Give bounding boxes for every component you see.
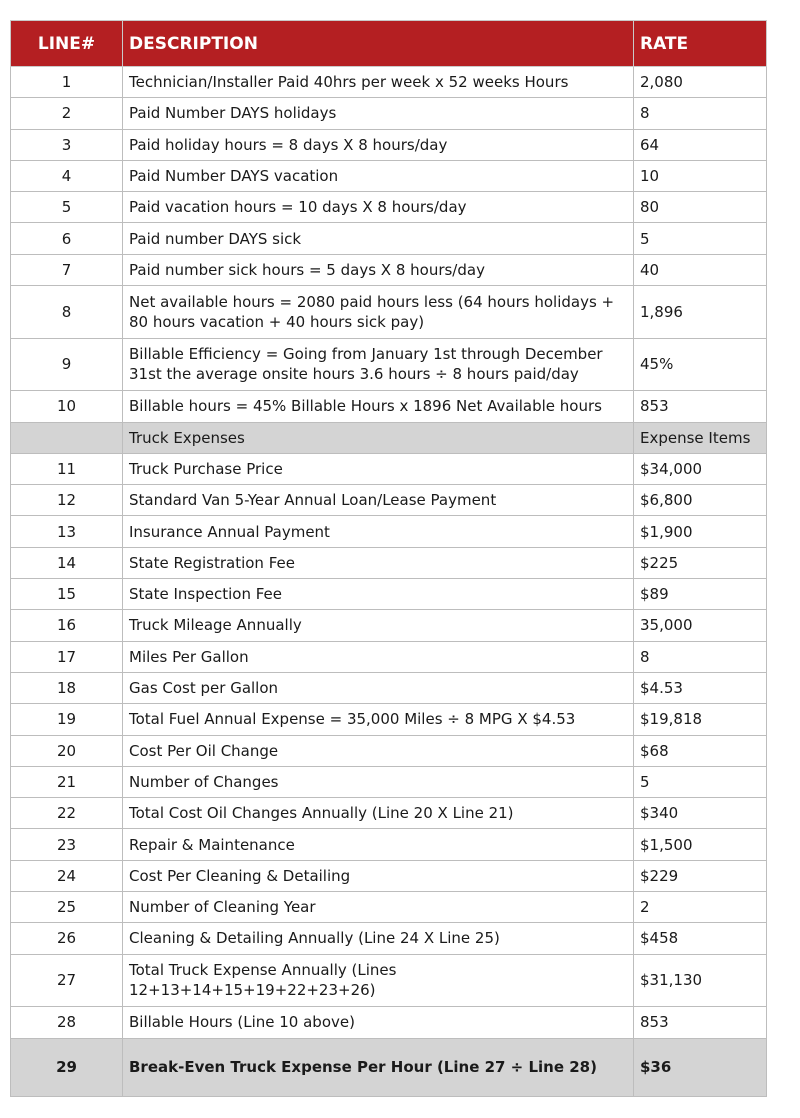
header-description: DESCRIPTION	[123, 21, 634, 67]
line-number: 3	[11, 129, 123, 160]
line-number: 5	[11, 192, 123, 223]
rate: 5	[634, 766, 767, 797]
section-rate-label: Expense Items	[634, 422, 767, 453]
line-number: 26	[11, 923, 123, 954]
description: Repair & Maintenance	[123, 829, 634, 860]
line-number: 16	[11, 610, 123, 641]
description: Paid number DAYS sick	[123, 223, 634, 254]
section-header-row	[11, 422, 767, 453]
rate: 1,896	[634, 286, 767, 339]
table-row	[11, 223, 767, 254]
description: Number of Changes	[123, 766, 634, 797]
rate: $229	[634, 860, 767, 891]
table-row	[11, 192, 767, 223]
header-rate: RATE	[634, 21, 767, 67]
description: Paid vacation hours = 10 days X 8 hours/day	[123, 192, 634, 223]
rate: 64	[634, 129, 767, 160]
table-row	[11, 67, 767, 98]
table-row	[11, 98, 767, 129]
line-number: 10	[11, 391, 123, 422]
line-number: 12	[11, 485, 123, 516]
rate: $340	[634, 798, 767, 829]
rate: $31,130	[634, 954, 767, 1007]
description: Billable hours = 45% Billable Hours x 1896 Net Available hours	[123, 391, 634, 422]
line-number: 17	[11, 641, 123, 672]
table-row	[11, 1007, 767, 1038]
description: State Registration Fee	[123, 547, 634, 578]
rate: $225	[634, 547, 767, 578]
line-number: 22	[11, 798, 123, 829]
rate: $1,900	[634, 516, 767, 547]
total-row	[11, 1038, 767, 1096]
line-number: 28	[11, 1007, 123, 1038]
description: Cost Per Oil Change	[123, 735, 634, 766]
rate: 45%	[634, 338, 767, 391]
description: Cost Per Cleaning & Detailing	[123, 860, 634, 891]
rate: $4.53	[634, 672, 767, 703]
rate: 40	[634, 254, 767, 285]
description: Gas Cost per Gallon	[123, 672, 634, 703]
line-number: 18	[11, 672, 123, 703]
table-row	[11, 579, 767, 610]
description: Truck Mileage Annually	[123, 610, 634, 641]
rate: 35,000	[634, 610, 767, 641]
table-row	[11, 610, 767, 641]
table-row	[11, 547, 767, 578]
line-number: 1	[11, 67, 123, 98]
table-row	[11, 829, 767, 860]
line-number: 23	[11, 829, 123, 860]
description: Paid Number DAYS holidays	[123, 98, 634, 129]
line-number: 24	[11, 860, 123, 891]
line-number: 25	[11, 892, 123, 923]
table-row	[11, 453, 767, 484]
line-number: 9	[11, 338, 123, 391]
rate: 8	[634, 641, 767, 672]
truck-expense-table	[10, 20, 767, 1097]
rate: $458	[634, 923, 767, 954]
table-row	[11, 254, 767, 285]
rate: 5	[634, 223, 767, 254]
rate: $6,800	[634, 485, 767, 516]
rate: 853	[634, 1007, 767, 1038]
line-number: 7	[11, 254, 123, 285]
description: Net available hours = 2080 paid hours less (64 hours holidays + 80 hours vacation + 40 hours sick pay)	[123, 286, 634, 339]
description: Total Fuel Annual Expense = 35,000 Miles ÷ 8 MPG X $4.53	[123, 704, 634, 735]
section-line	[11, 422, 123, 453]
header-line: LINE#	[11, 21, 123, 67]
description: Total Truck Expense Annually (Lines 12+13+14+15+19+22+23+26)	[123, 954, 634, 1007]
description: Miles Per Gallon	[123, 641, 634, 672]
line-number: 13	[11, 516, 123, 547]
table-row	[11, 338, 767, 391]
table-row	[11, 160, 767, 191]
description: Standard Van 5-Year Annual Loan/Lease Payment	[123, 485, 634, 516]
rate: $89	[634, 579, 767, 610]
table-row	[11, 766, 767, 797]
line-number: 21	[11, 766, 123, 797]
line-number: 27	[11, 954, 123, 1007]
description: Technician/Installer Paid 40hrs per week x 52 weeks Hours	[123, 67, 634, 98]
description: Paid number sick hours = 5 days X 8 hours/day	[123, 254, 634, 285]
rate: $68	[634, 735, 767, 766]
description: Number of Cleaning Year	[123, 892, 634, 923]
rate: 8	[634, 98, 767, 129]
description: Billable Efficiency = Going from January 1st through December 31st the average onsite hours 3.6 hours ÷ 8 hours paid/day	[123, 338, 634, 391]
table-row	[11, 672, 767, 703]
table-row	[11, 129, 767, 160]
total-description: Break-Even Truck Expense Per Hour (Line 27 ÷ Line 28)	[123, 1038, 634, 1096]
table-row	[11, 860, 767, 891]
line-number: 15	[11, 579, 123, 610]
description: Insurance Annual Payment	[123, 516, 634, 547]
line-number: 11	[11, 453, 123, 484]
line-number: 2	[11, 98, 123, 129]
line-number: 14	[11, 547, 123, 578]
table-row	[11, 923, 767, 954]
description: Paid Number DAYS vacation	[123, 160, 634, 191]
rate: 2,080	[634, 67, 767, 98]
total-line-number: 29	[11, 1038, 123, 1096]
table-row	[11, 735, 767, 766]
rate: $1,500	[634, 829, 767, 860]
table-row	[11, 286, 767, 339]
rate: $19,818	[634, 704, 767, 735]
rate: 80	[634, 192, 767, 223]
line-number: 8	[11, 286, 123, 339]
table-row	[11, 516, 767, 547]
table-row	[11, 892, 767, 923]
description: Truck Purchase Price	[123, 453, 634, 484]
total-rate: $36	[634, 1038, 767, 1096]
table-row	[11, 641, 767, 672]
section-title: Truck Expenses	[123, 422, 634, 453]
table-row	[11, 798, 767, 829]
table-row	[11, 704, 767, 735]
rate: $34,000	[634, 453, 767, 484]
table-row	[11, 391, 767, 422]
table-header-row	[11, 21, 767, 67]
description: Cleaning & Detailing Annually (Line 24 X Line 25)	[123, 923, 634, 954]
description: Paid holiday hours = 8 days X 8 hours/day	[123, 129, 634, 160]
table-row	[11, 954, 767, 1007]
line-number: 20	[11, 735, 123, 766]
line-number: 6	[11, 223, 123, 254]
line-number: 19	[11, 704, 123, 735]
rate: 10	[634, 160, 767, 191]
description: State Inspection Fee	[123, 579, 634, 610]
line-number: 4	[11, 160, 123, 191]
description: Billable Hours (Line 10 above)	[123, 1007, 634, 1038]
rate: 853	[634, 391, 767, 422]
table-row	[11, 485, 767, 516]
rate: 2	[634, 892, 767, 923]
description: Total Cost Oil Changes Annually (Line 20 X Line 21)	[123, 798, 634, 829]
